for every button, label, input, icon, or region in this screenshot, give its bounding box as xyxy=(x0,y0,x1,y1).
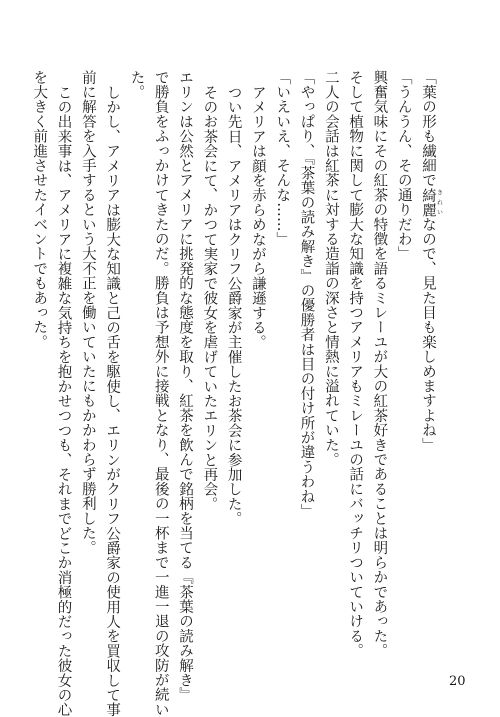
text-line: 前に解答を入手するという大不正を働いていたにもかかわらず勝利した。 xyxy=(79,70,96,556)
text-line: 興奮気味にその紅茶の特徴を語るミレーユが大の紅茶好きであることは明らかであった。 xyxy=(371,70,388,658)
text-line: エリンは公然とアメリアに挑発的な態度を取り、紅茶を飲んで銘柄を当てる『茶葉の読み解き』 xyxy=(177,70,194,703)
ruby-word: 綺麗 きれい xyxy=(420,187,443,218)
dialogue-line: 「葉の形も繊細で綺麗 きれいなので、見た目も楽しめますよね」 xyxy=(420,70,443,453)
text-line: この出来事は、アメリアに複雑な気持ちを抱かせつつも、それまでどこか消極的だった彼女の心 xyxy=(55,84,72,717)
text-line: 二人の会話は紅茶に対する造詣の深さと情熱に溢れていた。 xyxy=(322,70,339,467)
text-line: しかし、アメリアは膨大な知識と己の舌を駆使し、エリンがクリフ公爵家の使用人を買収して事 xyxy=(104,84,121,717)
text-line: た。 xyxy=(128,70,145,100)
text-line: そのお茶会にて、かつて実家で彼女を虐げていたエリンと再会。 xyxy=(201,84,218,511)
body-text xyxy=(31,70,443,717)
text-line: つい先日、アメリアはクリフ公爵家が主催したお茶会に参加した。 xyxy=(225,84,242,526)
text-line: を大きく前進させたイベントでもあった。 xyxy=(31,70,48,350)
text-line: アメリアは顔を赤らめながら謙遜する。 xyxy=(249,84,266,350)
dialogue-line: 「うんうん、その通りだわ」 xyxy=(395,70,412,262)
dialogue-line: 「やっぱり、『茶葉の読み解き』の優勝者は目の付け所が違うわね」 xyxy=(298,70,315,519)
text-line: そして植物に関して膨大な知識を持つアメリアもミレーユの話にバッチリついていける。 xyxy=(347,70,364,658)
dialogue-line: 「いえいえ、そんな……」 xyxy=(274,70,291,247)
text-line: で勝負をふっかけてきたのだ。勝負は予想外に接戦となり、最後の一杯まで一進一退の攻防が続い xyxy=(152,70,169,717)
page-number: 20 xyxy=(449,674,466,689)
